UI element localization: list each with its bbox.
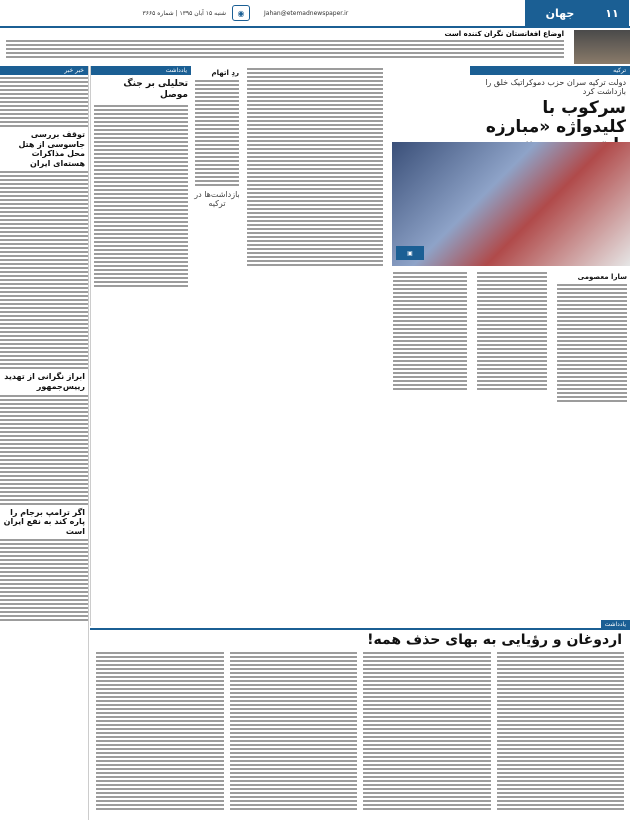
header-rule xyxy=(0,26,630,28)
sidebar-story-1[interactable]: توقف بررسی جاسوسی از هتل محل مذاکرات هسته‌ای ایران xyxy=(18,130,85,168)
sidebar-story-2[interactable]: ابراز نگرانی از تهدید رییس‌جمهور xyxy=(4,372,85,391)
left-sidebar xyxy=(0,66,89,820)
lead-subhead: دولت ترکیه سران حزب دموکراتیک خلق را بازداشت کرد xyxy=(485,78,626,96)
bottom-kicker: یادداشت xyxy=(601,620,630,629)
lead-author: سارا معصومی xyxy=(577,273,627,281)
sidebar-box-title: خبر خبر xyxy=(0,66,88,75)
editorial-title: اوضاع افغانستان نگران کننده است xyxy=(444,30,564,38)
pull-quote: بازداشت‌ها در ترکیه xyxy=(194,190,240,208)
header-date xyxy=(0,0,256,26)
middle-story xyxy=(90,66,191,626)
section-title: جهان xyxy=(525,0,595,26)
middle-subhead: ردِ اتهام xyxy=(211,69,239,77)
lead-body-col-4 xyxy=(302,66,386,626)
newspaper-logo-icon: ◉ xyxy=(232,5,250,21)
bottom-col-3 xyxy=(230,650,358,812)
middle-headline: تحلیلی بر جنگ موصل xyxy=(123,79,188,100)
bottom-col-2 xyxy=(363,650,491,812)
bottom-story xyxy=(90,621,630,822)
lead-kicker: ترکیه xyxy=(470,66,630,75)
page-header xyxy=(0,0,630,26)
camera-icon: ▣ xyxy=(396,246,424,260)
page-number: ۱۱ xyxy=(595,0,630,26)
editorial-strip xyxy=(0,30,630,65)
date-line: شنبه ۱۵ آبان ۱۳۹۵ | شماره ۳۶۶۵ xyxy=(142,9,226,17)
bottom-col-4 xyxy=(96,650,224,812)
middle-story-col-2 xyxy=(244,66,314,626)
lead-body-col-2 xyxy=(474,270,550,620)
sidebar-story-3[interactable]: اگر ترامپ برجام را پاره کند به نفع ایران است xyxy=(3,507,85,536)
middle-kicker: یادداشت xyxy=(91,66,191,75)
bottom-headline: اردوغان و رؤیایی به بهای حذف همه! xyxy=(367,632,622,648)
bottom-columns xyxy=(90,650,630,812)
header-email[interactable]: Jahan@etemadnewspaper.ir xyxy=(256,0,525,26)
middle-story-side xyxy=(192,66,242,626)
lead-headline: سرکوب با کلیدواژه «مبارزه xyxy=(485,98,626,137)
bottom-col-1 xyxy=(497,650,625,812)
editorial-text xyxy=(6,40,564,58)
lead-photo xyxy=(392,142,630,266)
editorial-photo xyxy=(574,30,630,64)
lead-body-col-1 xyxy=(554,270,630,620)
lead-body-col-3 xyxy=(390,270,470,620)
